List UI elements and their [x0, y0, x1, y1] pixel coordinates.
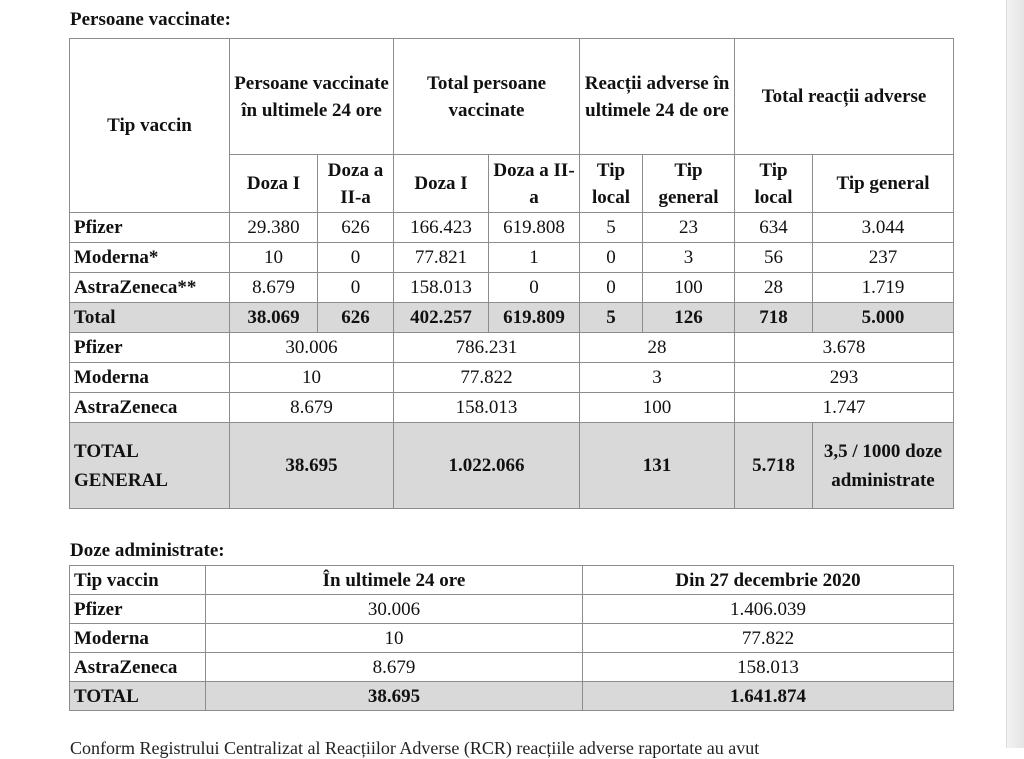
cell: 77.822 — [394, 363, 580, 393]
row-label: TOTAL GENERAL — [70, 423, 230, 509]
cell: 131 — [580, 423, 735, 509]
row-label: Pfizer — [70, 213, 230, 243]
cell: 626 — [318, 303, 394, 333]
cell: 1 — [489, 243, 580, 273]
subheader-tip-local: Tip local — [580, 155, 643, 213]
header-total-adverse: Total reacții adverse — [735, 39, 954, 155]
cell: 3.678 — [735, 333, 954, 363]
summary-row — [70, 363, 954, 393]
subheader-doza-1: Doza I — [394, 155, 489, 213]
total-row — [70, 682, 954, 711]
cell: 1.406.039 — [583, 595, 954, 624]
subheader-doza-2: Doza a II-a — [318, 155, 394, 213]
header-total-vaccinated: Total persoane vaccinate — [394, 39, 580, 155]
header-adverse-24h: Reacții adverse în ultimele 24 de ore — [580, 39, 735, 155]
cell: 158.013 — [394, 393, 580, 423]
subheader-tip-general: Tip general — [643, 155, 735, 213]
row-label: AstraZeneca** — [70, 273, 230, 303]
cell: 619.808 — [489, 213, 580, 243]
header-tip-vaccin: Tip vaccin — [70, 566, 206, 595]
summary-row — [70, 393, 954, 423]
cell: 158.013 — [394, 273, 489, 303]
table-row — [70, 273, 954, 303]
cell: 1.022.066 — [394, 423, 580, 509]
cell: 0 — [318, 273, 394, 303]
footer-paragraph: Conform Registrului Centralizat al Reacțiilor Adverse (RCR) reacțiile adverse raportate au avut — [70, 738, 760, 758]
table-row — [70, 243, 954, 273]
cell: 23 — [643, 213, 735, 243]
section-title-doze-administrate: Doze administrate: — [70, 540, 225, 561]
cell: 3.044 — [813, 213, 954, 243]
cell: 10 — [206, 624, 583, 653]
cell: 10 — [230, 363, 394, 393]
cell: 28 — [735, 273, 813, 303]
cell: 237 — [813, 243, 954, 273]
cell: 0 — [580, 273, 643, 303]
cell: 786.231 — [394, 333, 580, 363]
cell: 28 — [580, 333, 735, 363]
cell: 3 — [643, 243, 735, 273]
cell: 29.380 — [230, 213, 318, 243]
section-title-persoane-vaccinate: Persoane vaccinate: — [70, 9, 231, 30]
cell: 1.747 — [735, 393, 954, 423]
row-label: Pfizer — [70, 595, 206, 624]
cell: 0 — [580, 243, 643, 273]
cell: 0 — [489, 273, 580, 303]
vaccination-table — [69, 38, 954, 509]
page-edge-shadow — [1006, 0, 1024, 748]
cell: 38.695 — [206, 682, 583, 711]
cell: 126 — [643, 303, 735, 333]
cell: 30.006 — [230, 333, 394, 363]
row-label: Pfizer — [70, 333, 230, 363]
cell: 5 — [580, 213, 643, 243]
cell: 5.000 — [813, 303, 954, 333]
cell: 1.641.874 — [583, 682, 954, 711]
cell: 166.423 — [394, 213, 489, 243]
cell: 402.257 — [394, 303, 489, 333]
summary-row — [70, 333, 954, 363]
subheader-tip-local: Tip local — [735, 155, 813, 213]
cell: 5 — [580, 303, 643, 333]
cell: 8.679 — [230, 393, 394, 423]
cell: 293 — [735, 363, 954, 393]
row-label: Total — [70, 303, 230, 333]
row-label: Moderna — [70, 624, 206, 653]
cell: 634 — [735, 213, 813, 243]
cell: 100 — [643, 273, 735, 303]
header-vaccinated-24h: Persoane vaccinate în ultimele 24 ore — [230, 39, 394, 155]
cell: 100 — [580, 393, 735, 423]
row-label: AstraZeneca — [70, 653, 206, 682]
cell: 38.069 — [230, 303, 318, 333]
cell: 158.013 — [583, 653, 954, 682]
row-label: AstraZeneca — [70, 393, 230, 423]
cell: 619.809 — [489, 303, 580, 333]
header-last-24h: În ultimele 24 ore — [206, 566, 583, 595]
cell: 56 — [735, 243, 813, 273]
cell: 626 — [318, 213, 394, 243]
cell: 10 — [230, 243, 318, 273]
cell: 3 — [580, 363, 735, 393]
header-since-date: Din 27 decembrie 2020 — [583, 566, 954, 595]
row-label: TOTAL — [70, 682, 206, 711]
cell: 8.679 — [206, 653, 583, 682]
row-label: Moderna* — [70, 243, 230, 273]
row-label: Moderna — [70, 363, 230, 393]
cell: 0 — [318, 243, 394, 273]
cell: 30.006 — [206, 595, 583, 624]
subheader-doza-1: Doza I — [230, 155, 318, 213]
cell: 77.821 — [394, 243, 489, 273]
cell: 8.679 — [230, 273, 318, 303]
cell: 38.695 — [230, 423, 394, 509]
cell: 1.719 — [813, 273, 954, 303]
header-tip-vaccin: Tip vaccin — [70, 39, 230, 213]
subheader-doza-2: Doza a II-a — [489, 155, 580, 213]
total-row — [70, 303, 954, 333]
cell: 77.822 — [583, 624, 954, 653]
table-row — [70, 624, 954, 653]
table-row — [70, 653, 954, 682]
table-row — [70, 213, 954, 243]
total-general-row — [70, 423, 954, 509]
cell: 5.718 — [735, 423, 813, 509]
subheader-tip-general: Tip general — [813, 155, 954, 213]
table-row — [70, 595, 954, 624]
cell: 718 — [735, 303, 813, 333]
doses-table — [69, 565, 954, 711]
cell-rate: 3,5 / 1000 doze administrate — [813, 423, 954, 509]
